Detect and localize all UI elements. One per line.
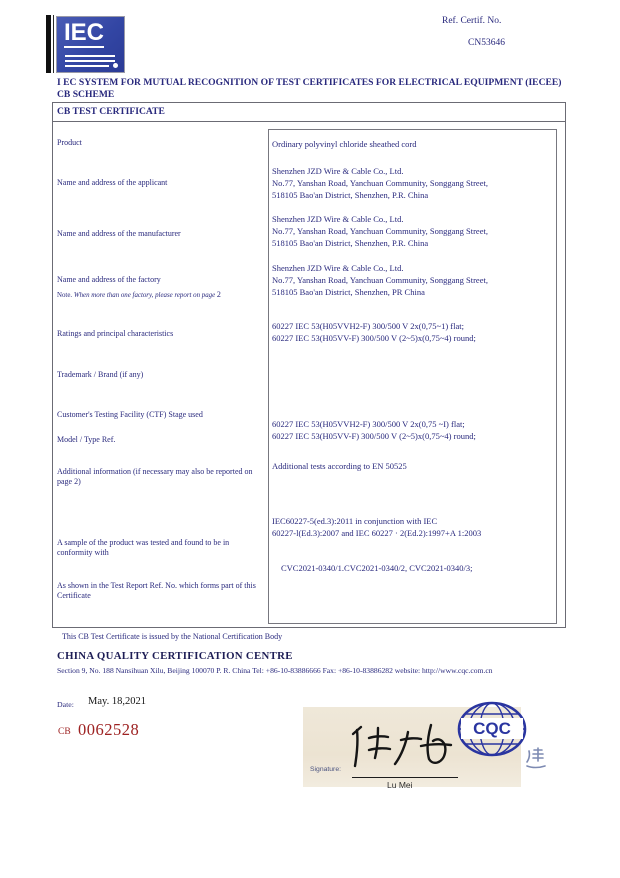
handwritten-signature xyxy=(345,718,465,778)
iec-logo-dot xyxy=(113,63,118,68)
label-ratings: Ratings and principal characteristics xyxy=(57,329,174,338)
value-product: Ordinary polyvinyl chloride sheathed cord xyxy=(272,139,417,149)
label-factory: Name and address of the factory xyxy=(57,275,161,284)
label-conformity: A sample of the product was tested and found to be in conformity with xyxy=(57,538,230,557)
label-applicant: Name and address of the applicant xyxy=(57,178,168,187)
scheme-title: I EC SYSTEM FOR MUTUAL RECOGNITION OF TEST CERTIFICATES FOR ELECTRICAL EQUIPMENT (IECEE) CB SCHEME xyxy=(57,77,562,100)
label-model-type: Model / Type Ref. xyxy=(57,435,116,444)
value-manufacturer: Shenzhen JZD Wire & Cable Co., Ltd. No.77, Yanshan Road, Yanchuan Community, Songgang Street, 518105 Bao'an District, Shenzhen, P.R. China xyxy=(272,214,488,248)
signature-label: Signature: xyxy=(310,766,341,773)
values-inner-box xyxy=(268,129,557,624)
logo-accent-bar xyxy=(46,15,51,73)
date-label: Date: xyxy=(57,700,74,709)
cb-number: 0062528 xyxy=(78,720,140,739)
iec-logo-lines xyxy=(65,55,117,70)
certification-body-address: Section 9, No. 188 Nansihuan Xilu, Beijing 100070 P. R. China Tel: +86-10-83886666 Fax: +86-10-83886282 website: http://www.cqc.com.cn xyxy=(57,666,493,675)
value-model-type: 60227 IEC 53(H05VVH2-F) 300/500 V 2x(0,75 ~I) flat; 60227 IEC 53(H05VV-F) 300/500 V (2~5)x(0,75~4) round; xyxy=(272,419,476,441)
label-additional-info: Additional information (if necessary may also be reported on page 2) xyxy=(57,467,253,486)
stamp-character xyxy=(524,747,548,776)
value-additional-info: Additional tests according to EN 50525 xyxy=(272,461,407,471)
value-factory: Shenzhen JZD Wire & Cable Co., Ltd. No.77, Yanshan Road, Yanchuan Community, Songgang Street, 518105 Bao'an District, Shenzhen, PR China xyxy=(272,263,488,297)
value-applicant: Shenzhen JZD Wire & Cable Co., Ltd. No.77, Yanshan Road, Yanchuan Community, Songgang Street, 518105 Bao'an District, Shenzhen, P.R. China xyxy=(272,166,488,200)
cert-title-divider xyxy=(53,121,565,122)
label-product: Product xyxy=(57,138,82,147)
cqc-logo xyxy=(456,701,528,762)
date-value: May. 18,2021 xyxy=(88,696,146,707)
cert-title: CB TEST CERTIFICATE xyxy=(57,106,165,117)
signature-line xyxy=(352,777,458,778)
cb-number-prefix: CB xyxy=(58,727,71,737)
label-trademark: Trademark / Brand (if any) xyxy=(57,370,144,379)
issued-by-line: This CB Test Certificate is issued by the National Certification Body xyxy=(62,632,283,641)
factory-note: Note. When more than one factory, please report on page 2 xyxy=(57,290,221,299)
label-test-report: As shown in the Test Report Ref. No. which forms part of this Certificate xyxy=(57,581,256,600)
ref-certif-label: Ref. Certif. No. xyxy=(442,16,502,26)
signature-name: Lu Mei xyxy=(387,780,413,790)
iec-logo xyxy=(56,16,125,73)
cqc-logo-text: CQC xyxy=(473,719,511,738)
label-ctf-stage: Customer's Testing Facility (CTF) Stage used xyxy=(57,410,203,419)
value-test-report-refs: CVC2021-0340/1.CVC2021-0340/2, CVC2021-0340/3; xyxy=(281,563,473,573)
logo-accent-line xyxy=(53,15,54,73)
label-manufacturer: Name and address of the manufacturer xyxy=(57,229,181,238)
value-ratings: 60227 IEC 53(H05VVH2-F) 300/500 V 2x(0,75~1) flat; 60227 IEC 53(H05VV-F) 300/500 V (2~5)x(0,75~4) round; xyxy=(272,321,476,343)
ref-certif-number: CN53646 xyxy=(468,38,505,48)
certification-body-name: CHINA QUALITY CERTIFICATION CENTRE xyxy=(57,650,293,662)
iec-logo-text: IEC xyxy=(64,19,105,46)
value-conformity-standards: IEC60227-5(ed.3):2011 in conjunction with IEC 60227-l(Ed.3):2007 and IEC 60227 · 2(Ed.2):1997+A 1:2003 xyxy=(272,516,482,538)
